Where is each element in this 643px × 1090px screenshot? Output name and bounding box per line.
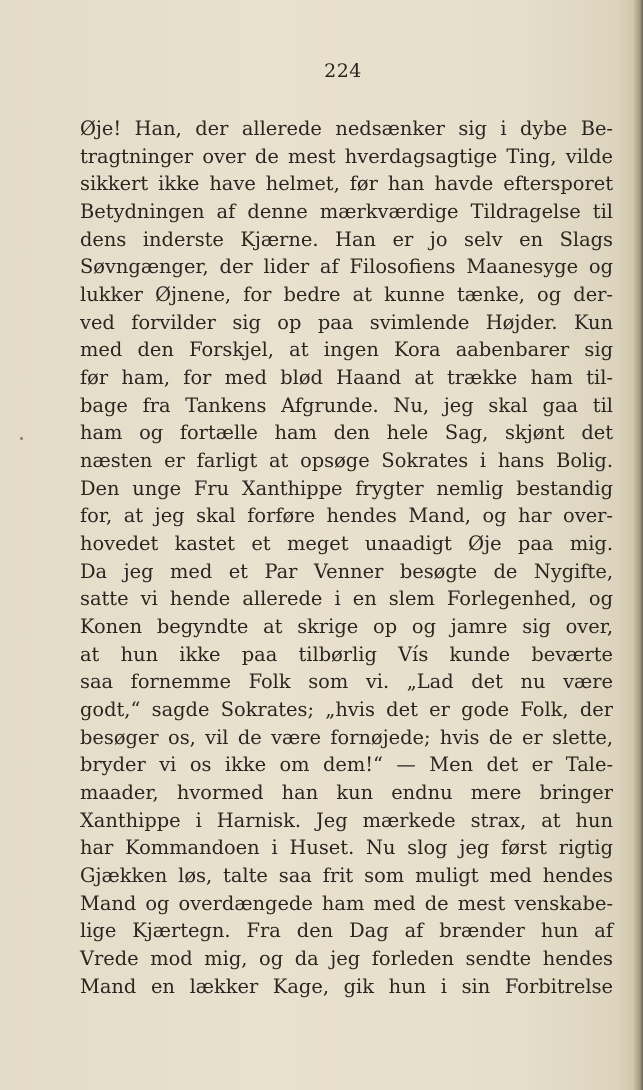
body-text <box>80 115 613 1001</box>
text-line: Gjækken løs, talte saa frit som muligt med hendes <box>80 864 613 888</box>
text-line: lige Kjærtegn. Fra den Dag af brænder hun af <box>80 919 613 943</box>
page-edge-shadow <box>633 0 643 1090</box>
text-line: sikkert ikke have helmet, før han havde eftersporet <box>80 172 613 196</box>
text-line: lukker Øjnene, for bedre at kunne tænke, og der- <box>80 283 613 307</box>
page-number: 224 <box>324 60 362 82</box>
text-line: Xanthippe i Harnisk. Jeg mærkede strax, at hun <box>80 808 613 832</box>
text-line: har Kommandoen i Huset. Nu slog jeg først rigtig <box>80 836 613 860</box>
text-line: Da jeg med et Par Venner besøgte de Nygifte, <box>80 559 613 583</box>
text-line: saa fornemme Folk som vi. „Lad det nu være <box>80 670 613 694</box>
text-line: Søvngænger, der lider af Filosofiens Maanesyge og <box>80 255 613 279</box>
text-line: satte vi hende allerede i en slem Forlegenhed, og <box>80 587 613 611</box>
text-line: med den Forskjel, at ingen Kora aabenbarer sig <box>80 338 613 362</box>
text-line: før ham, for med blød Haand at trække ham til- <box>80 366 613 390</box>
text-line: ved forvilder sig op paa svimlende Højder. Kun <box>80 310 613 334</box>
text-line: Øje! Han, der allerede nedsænker sig i dybe Be- <box>80 117 613 140</box>
paper-speck <box>20 437 23 440</box>
text-line: næsten er farligt at opsøge Sokrates i hans Bolig. <box>80 449 613 473</box>
text-line: at hun ikke paa tilbørlig Vís kunde beværte <box>80 642 613 666</box>
text-line: tragtninger over de mest hverdagsagtige Ting, vilde <box>80 144 613 168</box>
text-line: bryder vi os ikke om dem!“ — Men det er Tale- <box>80 753 613 777</box>
text-line: besøger os, vil de være fornøjede; hvis de er slette, <box>80 725 613 749</box>
text-line: Den unge Fru Xanthippe frygter nemlig bestandig <box>80 476 613 500</box>
text-line: Konen begyndte at skrige op og jamre sig over, <box>80 615 613 639</box>
text-line: Vrede mod mig, og da jeg forleden sendte hendes <box>80 947 613 971</box>
text-line: Mand og overdængede ham med de mest venskabe- <box>80 891 613 915</box>
text-line: godt,“ sagde Sokrates; „hvis det er gode Folk, der <box>80 698 613 722</box>
text-line: dens inderste Kjærne. Han er jo selv en Slags <box>80 227 613 251</box>
text-line: bage fra Tankens Afgrunde. Nu, jeg skal gaa til <box>80 393 613 417</box>
text-line: ham og fortælle ham den hele Sag, skjønt det <box>80 421 613 445</box>
text-line: for, at jeg skal forføre hendes Mand, og har over- <box>80 504 613 528</box>
text-line: Betydningen af denne mærkværdige Tildragelse til <box>80 200 613 224</box>
text-line: hovedet kastet et meget unaadigt Øje paa mig. <box>80 532 613 556</box>
text-line: Mand en lækker Kage, gik hun i sin Forbitrelse <box>80 974 613 998</box>
text-line: maader, hvormed han kun endnu mere bringer <box>80 781 613 805</box>
